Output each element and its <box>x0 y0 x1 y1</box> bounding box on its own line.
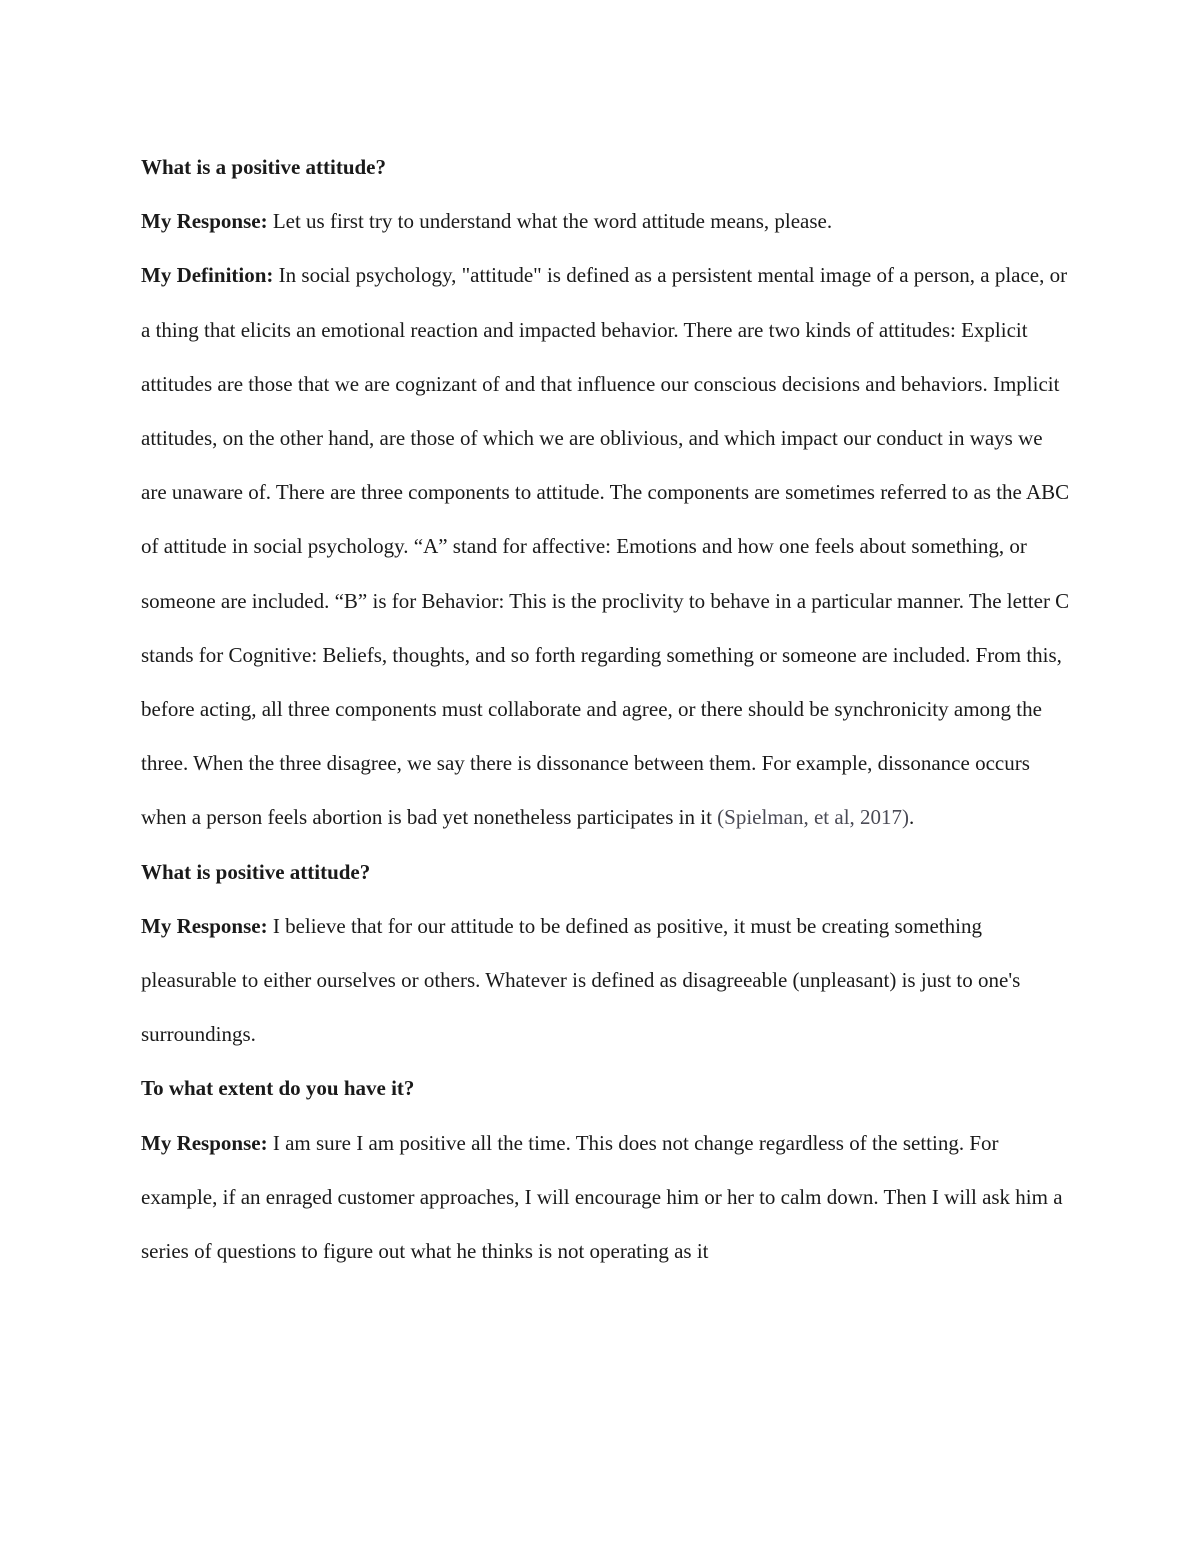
response-text: I believe that for our attitude to be defined as positive, it must be creating something pleasurable to either ourselves or others. Whatever is defined as disagreeable (unpleasant) is just to one's surroundings. <box>141 913 1021 1047</box>
definition-label: My Definition: <box>141 263 274 288</box>
response-label: My Response: <box>141 1130 268 1155</box>
heading-extent: To what extent do you have it? <box>141 1076 415 1101</box>
definition-end: . <box>909 805 915 830</box>
heading-what-is-positive-attitude: What is positive attitude? <box>141 859 371 884</box>
response-paragraph-3 <box>141 1116 1071 1279</box>
document-body <box>141 140 1071 1278</box>
response-label: My Response: <box>141 913 268 938</box>
response-paragraph-1 <box>141 194 1071 248</box>
response-text: Let us first try to understand what the word attitude means, please. <box>267 209 833 234</box>
response-label: My Response: <box>141 209 268 234</box>
definition-text: In social psychology, "attitude" is defined as a persistent mental image of a person, a place, or a thing that elicits an emotional reaction and impacted behavior. There are two kinds of attitudes: Explicit attitudes are those that we are cognizant of and that influence our conscious decisions and behaviors. Implicit attitudes, on the other hand, are those of which we are oblivious, and which impact our conduct in ways we are unaware of. There are three components to attitude. The components are sometimes referred to as the ABC of attitude in social psychology. “A” stand for affective: Emotions and how one feels about something, or someone are included. “B” is for Behavior: This is the proclivity to behave in a particular manner. The letter C stands for Cognitive: Beliefs, thoughts, and so forth regarding something or someone are included. From this, before acting, all three components must collaborate and agree, or there should be synchronicity among the three. When the three disagree, we say there is dissonance between them. For example, dissonance occurs when a person feels abortion is bad yet nonetheless participates in it <box>141 263 1070 830</box>
definition-paragraph <box>141 248 1071 844</box>
heading-positive-attitude: What is a positive attitude? <box>141 155 387 179</box>
response-text: I am sure I am positive all the time. This does not change regardless of the setting. For example, if an enraged customer approaches, I will encourage him or her to calm down. Then I will ask him a series of questions to figure out what he thinks is not operating as it <box>141 1130 1063 1264</box>
citation: (Spielman, et al, 2017) <box>717 805 910 830</box>
response-paragraph-2 <box>141 899 1071 1062</box>
